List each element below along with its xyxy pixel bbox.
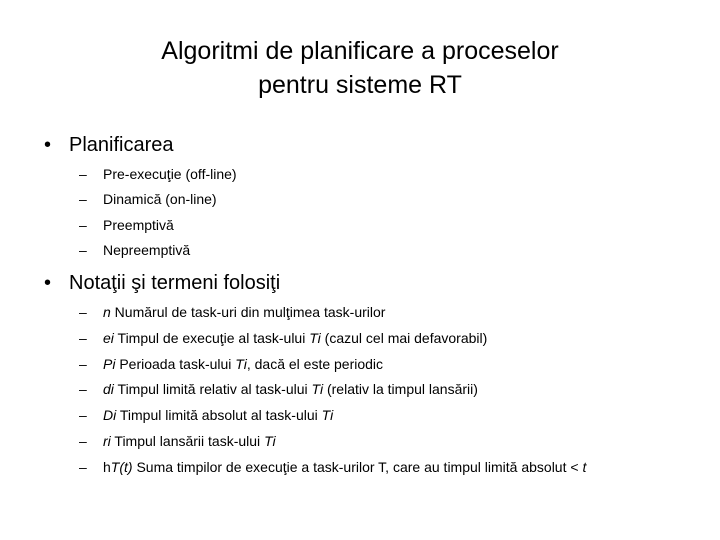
definition-text: Timpul limită relativ al task-ului (113, 381, 312, 398)
list-item (79, 187, 237, 212)
symbol: t (582, 458, 587, 475)
definition-text: Numărul de task-uri din mulţimea task-urilor (110, 304, 386, 320)
symbol: Ti (264, 432, 276, 449)
dash-glyph: – (79, 458, 87, 475)
symbol: Ti (311, 381, 324, 398)
list-item (79, 429, 586, 455)
title-line-2: pentru sisteme RT (258, 71, 462, 99)
symbol: Ti (309, 329, 321, 346)
list-item-label: Nepreemptivă (103, 241, 191, 258)
title-line-1: Algoritmi de planificare a proceselor (161, 37, 559, 65)
symbol: Pi (103, 355, 116, 372)
definition-text: Timpul de execuţie al task-ului (113, 329, 310, 346)
definition-text: , dacă el este periodic (246, 355, 384, 372)
bullet-notatii (44, 271, 280, 295)
symbol: Ti (321, 407, 334, 424)
symbol: ri (103, 432, 111, 449)
bullet-glyph: • (44, 134, 52, 156)
definition-text: Perioada task-ului (115, 355, 236, 372)
dash-glyph: – (79, 304, 87, 320)
list-item (79, 213, 237, 238)
symbol: n (103, 304, 111, 320)
list-item (79, 352, 586, 378)
dash-glyph: – (79, 166, 87, 182)
definition-text: Suma timpilor de execuţie a task-urilor T, care au timpul limită absolut < (132, 458, 583, 475)
list-item-label: Dinamică (on-line) (103, 191, 217, 208)
dash-glyph: – (79, 191, 87, 208)
dash-glyph: – (79, 381, 87, 398)
notatii-sublist (79, 300, 586, 481)
symbol: Ti (235, 355, 247, 372)
list-item (79, 403, 586, 429)
list-item (79, 377, 586, 403)
bullet-planificarea (44, 133, 174, 157)
symbol-prefix: h (103, 458, 111, 475)
list-item (79, 326, 586, 352)
symbol: Di (103, 407, 117, 424)
definition-text: (relativ la timpul lansării) (323, 381, 478, 398)
planificarea-sublist (79, 162, 237, 263)
definition-text: (cazul cel mai defavorabil) (320, 329, 488, 346)
symbol: ei (103, 329, 114, 346)
list-item (79, 300, 586, 326)
dash-glyph: – (79, 355, 87, 372)
dash-glyph: – (79, 407, 87, 424)
section-heading: Planificarea (69, 134, 174, 156)
list-item-label: Preemptivă (103, 216, 174, 233)
list-item-label: Pre-execuţie (off-line) (103, 166, 237, 182)
definition-text: Timpul lansării task-ului (110, 432, 265, 449)
definition-text: Timpul limită absolut al task-ului (116, 407, 322, 424)
list-item (79, 162, 237, 187)
section-heading: Notaţii şi termeni folosiţi (69, 272, 281, 294)
symbol: T(t) (110, 458, 133, 475)
dash-glyph: – (79, 216, 87, 233)
dash-glyph: – (79, 432, 87, 449)
bullet-glyph: • (44, 272, 52, 294)
list-item (79, 455, 586, 481)
symbol: di (103, 381, 114, 398)
slide-title (60, 34, 660, 102)
list-item (79, 238, 237, 263)
dash-glyph: – (79, 241, 87, 258)
dash-glyph: – (79, 329, 87, 346)
